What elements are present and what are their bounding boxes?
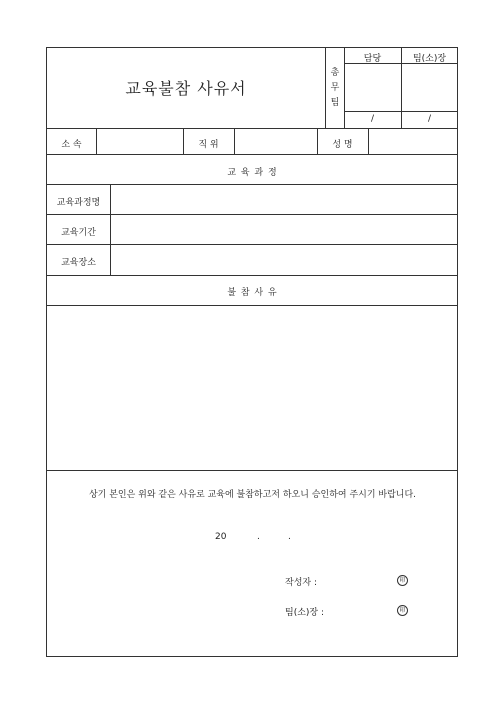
form-title: 교육불참 사유서 xyxy=(125,79,247,98)
row-divider xyxy=(47,275,458,276)
leader-seal-icon[interactable]: 印 xyxy=(397,605,408,616)
date-year-prefix: 20 xyxy=(215,532,227,542)
course-name-label: 교육과정명 xyxy=(56,198,101,208)
form-frame xyxy=(46,47,458,657)
approval-divider xyxy=(344,111,458,112)
course-name-field[interactable] xyxy=(111,185,458,214)
approval-date-staff[interactable]: / xyxy=(370,114,375,124)
row-divider xyxy=(47,154,458,155)
course-location-field[interactable] xyxy=(111,245,458,275)
approval-sign-box-staff[interactable] xyxy=(345,64,400,110)
affiliation-field[interactable] xyxy=(97,129,183,154)
statement-text: 상기 본인은 위와 같은 사유로 교육에 불참하고저 하오니 승인하여 주시기 바랍니다. xyxy=(88,490,417,500)
approval-col-leader: 팀(소)장 xyxy=(412,54,447,64)
affiliation-label: 소 속 xyxy=(61,140,82,150)
position-label: 직 위 xyxy=(198,140,219,150)
date-day-dot: . xyxy=(288,532,291,542)
approval-date-leader[interactable]: / xyxy=(427,114,432,124)
writer-label: 작성자 : xyxy=(285,578,317,588)
position-field[interactable] xyxy=(235,129,317,154)
approval-sign-box-leader[interactable] xyxy=(402,64,457,110)
name-label: 성 명 xyxy=(332,140,353,150)
writer-seal-icon[interactable]: 印 xyxy=(397,575,408,586)
approval-dept-label: 총 무 팀 xyxy=(330,68,340,108)
name-field[interactable] xyxy=(369,129,458,154)
approval-col-staff: 담당 xyxy=(363,54,382,64)
reason-section-header: 불 참 사 유 xyxy=(227,288,278,298)
course-location-label: 교육장소 xyxy=(61,258,96,268)
reason-text-area[interactable] xyxy=(48,306,458,469)
date-month-dot: . xyxy=(257,532,260,542)
leader-label: 팀(소)장 : xyxy=(285,608,324,618)
course-period-label: 교육기간 xyxy=(61,228,96,238)
course-period-field[interactable] xyxy=(111,215,458,244)
row-divider xyxy=(47,470,458,471)
course-section-header: 교 육 과 정 xyxy=(227,168,278,178)
